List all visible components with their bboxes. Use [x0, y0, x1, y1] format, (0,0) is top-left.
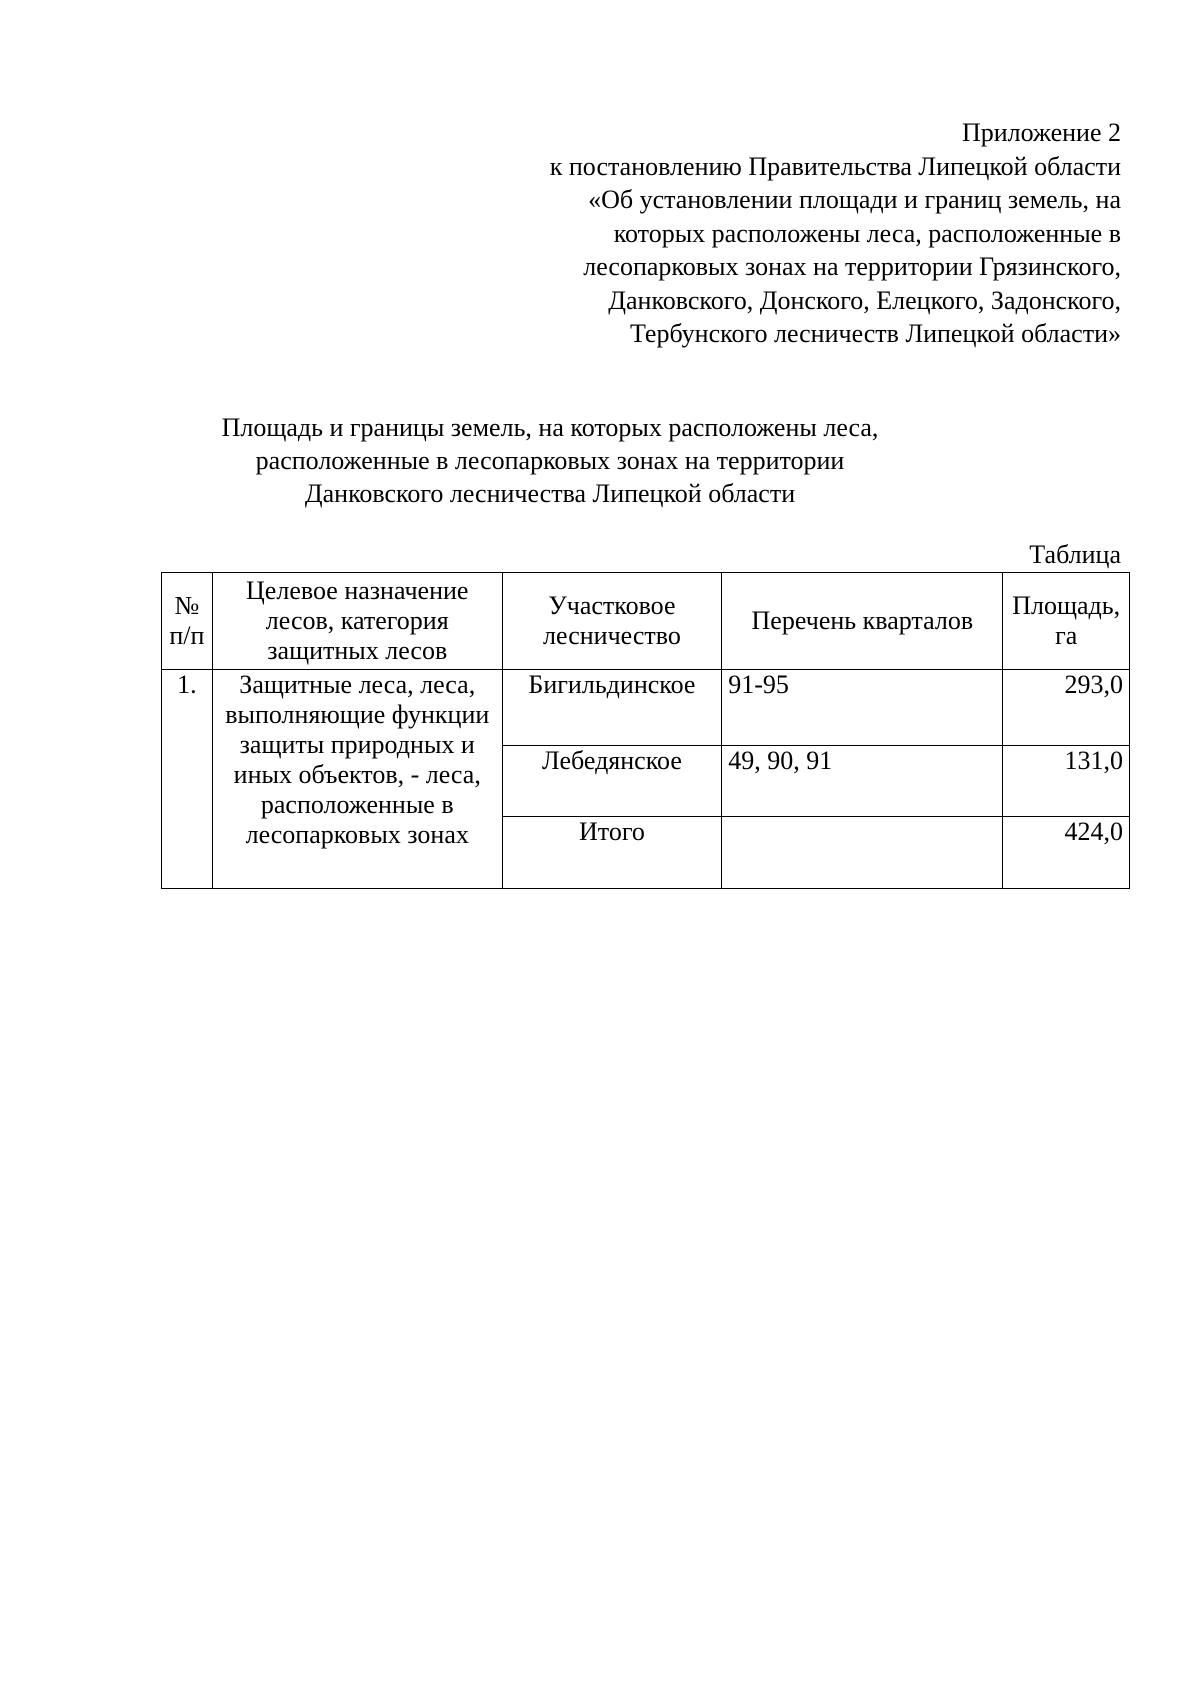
cell-area: 293,0: [1003, 670, 1130, 746]
header-quarters: Перечень кварталов: [722, 573, 1003, 670]
header-purpose: Целевое назначение лесов, категория защитных лесов: [212, 573, 502, 670]
header-num: № п/п: [162, 573, 213, 670]
appendix-header: [361, 116, 1121, 351]
appendix-line: Данковского, Донского, Елецкого, Задонского,: [608, 285, 1121, 315]
row-purpose: Защитные леса, леса, выполняющие функции защиты природных и иных объектов, - леса, расположенные в лесопарковых зонах: [212, 670, 502, 889]
table-caption: Таблица: [1029, 540, 1121, 569]
cell-area: 131,0: [1003, 746, 1130, 817]
header-forestry: Участковое лесничество: [502, 573, 722, 670]
appendix-line: к постановлению Правительства Липецкой области: [549, 151, 1121, 181]
cell-forestry: Лебедянское: [502, 746, 722, 817]
table-header-row: [162, 573, 1130, 670]
land-area-table: [161, 572, 1130, 889]
document-title: [150, 411, 950, 510]
row-number: 1.: [162, 670, 213, 889]
cell-quarters: 49, 90, 91: [722, 746, 1003, 817]
cell-total-label: Итого: [502, 817, 722, 889]
header-area: Площадь, га: [1003, 573, 1130, 670]
title-line: Данковского лесничества Липецкой области: [304, 479, 796, 508]
cell-quarters: [722, 817, 1003, 889]
cell-total-area: 424,0: [1003, 817, 1130, 889]
title-line: Площадь и границы земель, на которых расположены леса,: [221, 413, 879, 442]
appendix-line: «Об установлении площади и границ земель, на: [588, 185, 1121, 214]
appendix-line: которых расположены леса, расположенные в: [613, 218, 1121, 248]
cell-quarters: 91-95: [722, 670, 1003, 746]
appendix-line: Тербунского лесничеств Липецкой области»: [630, 319, 1121, 348]
appendix-line: лесопарковых зонах на территории Грязинского,: [583, 252, 1121, 281]
appendix-line: Приложение 2: [961, 118, 1121, 147]
title-line: расположенные в лесопарковых зонах на территории: [255, 446, 845, 475]
table-row: [162, 670, 1130, 746]
cell-forestry: Бигильдинское: [502, 670, 722, 746]
